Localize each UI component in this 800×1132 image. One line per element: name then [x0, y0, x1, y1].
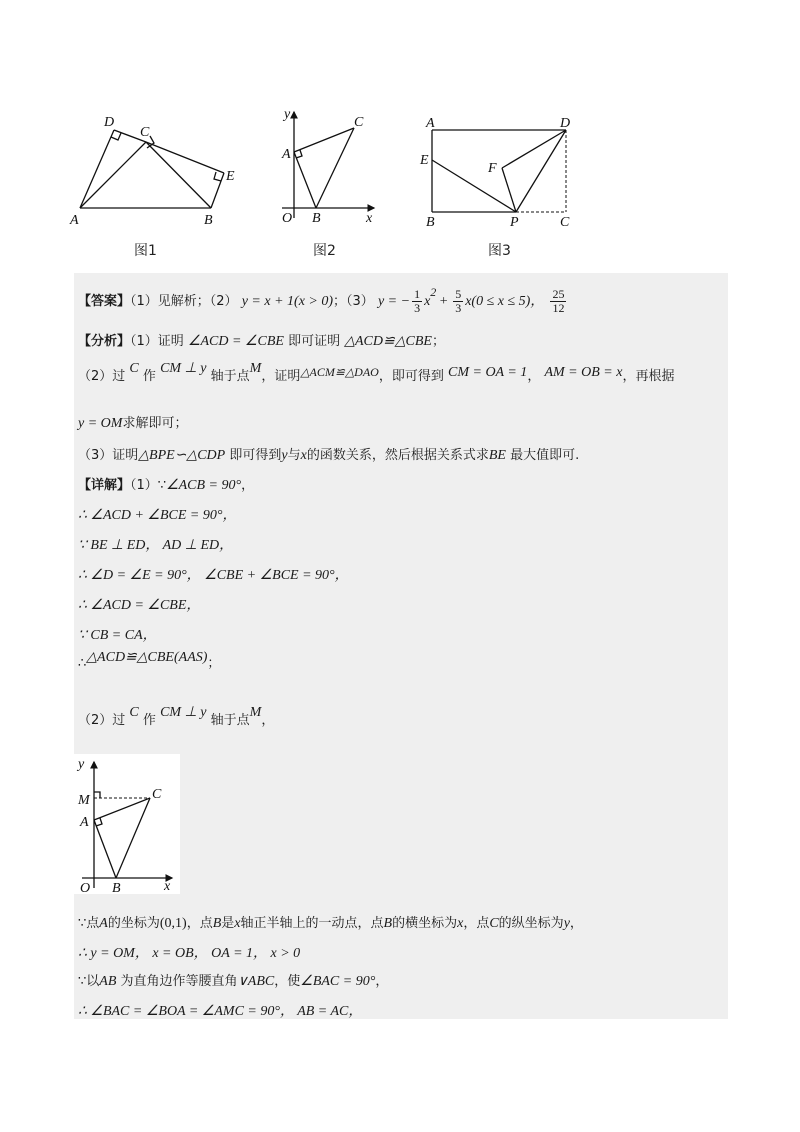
exponent: 2 — [430, 285, 437, 299]
detail-d8M: M — [249, 705, 262, 720]
detail-line-3: ∵ BE ⊥ ED， AD ⊥ ED， — [78, 538, 234, 553]
detail-line-2: ∴ ∠ACD + ∠BCE = 90°， — [78, 508, 237, 523]
detail-line-12: ∴ ∠BAC = ∠BOA = ∠AMC = 90°， AB = AC， — [78, 1004, 363, 1019]
figure-2-caption: 图2 — [313, 243, 336, 259]
detail-line-10: ∴ y = OM， x = OB， OA = 1， x > 0 — [78, 946, 301, 961]
analysis-line-4 — [78, 444, 579, 464]
detail-d7m: △ACD≌△CBE(AAS) — [86, 650, 208, 665]
frac2-den: 3 — [455, 301, 462, 315]
detail-d11b: 为直角边作等腰直角 — [120, 974, 238, 989]
analysis-l2C: C — [129, 361, 139, 376]
detail-d1m: ∠ACB = 90° — [166, 478, 242, 493]
analysis-l2M: M — [249, 361, 262, 376]
fraction-5-3 — [453, 288, 463, 315]
analysis-l1b: 即可证明 — [288, 334, 341, 349]
detail-d7b: ； — [207, 656, 221, 671]
label-C: C — [354, 115, 364, 130]
detail-d9e: 轴正半轴上的一动点，点 — [240, 916, 384, 931]
detail-line-5: ∴ ∠ACD = ∠CBE， — [78, 598, 201, 613]
detail-d9C: C — [489, 916, 499, 931]
frac3-num: 25 — [552, 287, 565, 301]
detail-d11a: ∵以 — [78, 974, 100, 989]
detail-d9i: ， — [569, 916, 583, 931]
detail-d9B2: B — [383, 916, 393, 931]
detail-d8m: CM ⊥ y — [160, 705, 207, 720]
analysis-l4y: y — [281, 448, 288, 463]
answer-tag: 【答案】 — [78, 294, 131, 309]
label-A: A — [282, 147, 291, 162]
axis-y-label: y — [284, 107, 291, 122]
answer-part3: ；（3） — [333, 294, 374, 309]
axis-x-label: x — [164, 879, 171, 894]
detail-d9x: x — [234, 916, 241, 931]
label-B: B — [204, 213, 213, 228]
label-B: B — [426, 215, 435, 230]
analysis-l4a: （3）证明 — [78, 448, 139, 463]
detail-d9B: B — [212, 916, 222, 931]
detail-line-9 — [78, 912, 583, 932]
detail-d9g: ，点 — [463, 916, 490, 931]
figure-3 — [418, 112, 578, 230]
label-A: A — [80, 815, 89, 830]
label-D: D — [560, 116, 571, 131]
answer-expr2: y = x + 1 — [241, 294, 295, 309]
detail-d9f: 的横坐标为 — [392, 916, 458, 931]
analysis-l4d: 的函数关系，然后根据关系式求 — [306, 448, 489, 463]
analysis-line-2 — [78, 362, 674, 391]
analysis-l4x: x — [300, 448, 307, 463]
answer-cond2: (x > 0) — [294, 294, 334, 309]
detail-d8b: 作 — [142, 713, 156, 728]
detail-d9A: A — [99, 916, 108, 931]
label-F: F — [488, 161, 497, 176]
detail-d11m: AB — [99, 974, 117, 989]
label-E: E — [226, 169, 235, 184]
frac1-num: 1 — [414, 287, 421, 301]
detail-d8c: 轴于点 — [210, 713, 250, 728]
detail-d1a: （1）∵ — [130, 478, 167, 493]
frac1-den: 3 — [414, 301, 421, 315]
analysis-l4BE: BE — [488, 448, 506, 463]
label-C: C — [140, 125, 150, 140]
answer-expr3-prefix: y = − — [377, 294, 411, 309]
label-M: M — [78, 793, 90, 808]
figure-3-caption: 图3 — [488, 243, 511, 259]
analysis-l1c: ； — [431, 334, 445, 349]
detail-d11m3: ∠BAC = 90° — [300, 974, 376, 989]
label-O: O — [80, 881, 91, 894]
figure-1 — [66, 106, 236, 230]
analysis-l4m: △BPE∽△CDP — [138, 448, 226, 463]
detail-line-4: ∴ ∠D = ∠E = 90°， ∠CBE + ∠BCE = 90°， — [78, 568, 349, 583]
answer-expr3-mid: x — [424, 294, 431, 309]
detail-d9c: ，点 — [186, 916, 213, 931]
analysis-l2e: ，即可得到 — [378, 369, 444, 384]
analysis-l3m: y = OM — [78, 416, 123, 431]
analysis-l2c: 轴于点 — [210, 369, 250, 384]
analysis-l2g: ，再根据 — [622, 369, 675, 384]
label-E: E — [420, 153, 429, 168]
fraction-25-12 — [550, 288, 566, 315]
fraction-1-3 — [412, 288, 422, 315]
plus: + — [436, 294, 452, 309]
analysis-l2f: ， — [527, 369, 541, 384]
detail-d9b: 的坐标为 — [107, 916, 160, 931]
axis-y-label: y — [78, 757, 85, 772]
detail-d1b: ， — [241, 478, 255, 493]
detail-d9m: (0,1) — [159, 916, 187, 931]
detail-d9y: y — [563, 916, 570, 931]
detail-d9d: 是 — [221, 916, 235, 931]
detail-d9a: ∵点 — [78, 916, 100, 931]
answer-expr3-suffix: x(0 ≤ x ≤ 5)， — [465, 294, 545, 309]
analysis-l2m4: AM = OB = x — [544, 365, 623, 380]
detail-tag: 【详解】 — [78, 478, 131, 493]
analysis-l3a: 求解即可； — [122, 416, 188, 431]
analysis-l2a: （2）过 — [78, 369, 126, 384]
analysis-l1m2: △ACD≌△CBE — [344, 334, 432, 349]
label-D: D — [104, 115, 115, 130]
detail-d8d: ， — [261, 713, 275, 728]
detail-d7a: ∴ — [78, 656, 87, 671]
detail-d9x2: x — [457, 916, 464, 931]
detail-d11d: ， — [375, 974, 389, 989]
analysis-l1a: （1）证明 — [130, 334, 184, 349]
analysis-l4b: 即可得到 — [229, 448, 282, 463]
label-B: B — [112, 881, 121, 894]
axis-x-label: x — [366, 211, 373, 226]
detail-line-7 — [78, 652, 220, 672]
detail-line-11 — [78, 970, 388, 990]
label-C: C — [560, 215, 570, 230]
analysis-l4e: 最大值即可. — [510, 448, 580, 463]
analysis-line-3 — [78, 412, 187, 432]
figure-1-caption: 图1 — [134, 243, 157, 259]
label-P: P — [510, 215, 519, 230]
analysis-l2m3: CM = OA = 1 — [448, 365, 528, 380]
detail-d11c: ，使 — [274, 974, 301, 989]
figure-2 — [274, 104, 386, 228]
analysis-tag: 【分析】 — [78, 334, 131, 349]
analysis-l2m2: △ACM≌△DAO — [300, 365, 379, 379]
detail-d8C: C — [129, 705, 139, 720]
detail-d9h: 的纵坐标为 — [498, 916, 564, 931]
detail-d8a: （2）过 — [78, 713, 126, 728]
frac2-num: 5 — [455, 287, 462, 301]
analysis-line-1 — [78, 330, 445, 350]
detail-line-8 — [78, 705, 275, 734]
label-A: A — [70, 213, 79, 228]
analysis-l1m1: ∠ACD = ∠CBE — [187, 334, 284, 349]
detail-line-1 — [78, 474, 254, 494]
analysis-l2d: ，证明 — [261, 369, 301, 384]
label-A: A — [426, 116, 435, 131]
answer-part1: （1）见解析；（2） — [130, 294, 238, 309]
analysis-l4c: 与 — [287, 448, 301, 463]
analysis-l2m1: CM ⊥ y — [160, 361, 207, 376]
analysis-l2b: 作 — [142, 369, 156, 384]
label-B: B — [312, 211, 321, 226]
figure-4 — [74, 754, 180, 894]
frac3-den: 12 — [552, 301, 565, 315]
label-O: O — [282, 211, 293, 226]
detail-d11m2: ∨ABC — [237, 974, 275, 989]
answer-line — [78, 285, 568, 315]
detail-line-6: ∵ CB = CA， — [78, 628, 157, 643]
label-C: C — [152, 787, 162, 802]
